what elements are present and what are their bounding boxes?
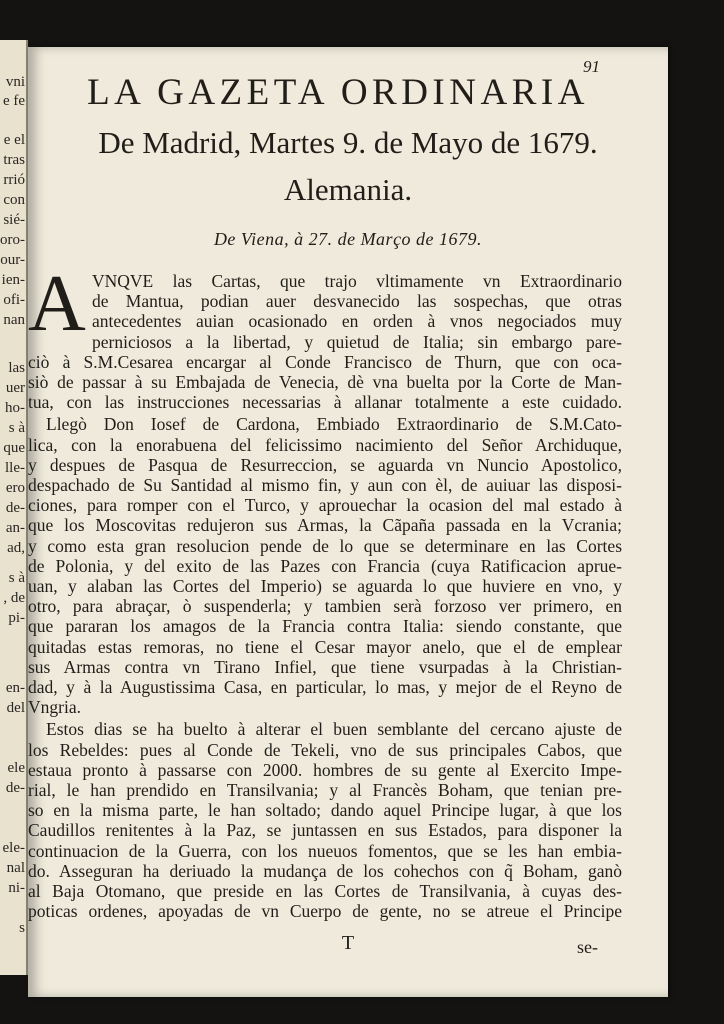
text-line: otro, para abraçar, ò suspenderla; y tambien serà forzoso ver primero, en: [28, 596, 622, 617]
facing-page-fragment: ad,: [7, 540, 25, 556]
text-line: antecedentes auian ocasionado en orden à vnos negociados muy: [92, 311, 622, 332]
text-line: uan, y alaban las Cortes del Imperio) se aguarda lo que huviere en vno, y: [28, 576, 622, 596]
text-line: VNQVE las Cartas, que trajo vltimamente vn Extraordinario: [92, 271, 622, 291]
facing-page-fragment: lle-: [5, 460, 25, 476]
facing-page-fragment: nal: [6, 860, 25, 876]
facing-page-fragment: s à: [8, 420, 25, 436]
facing-page-fragment: del: [6, 700, 25, 716]
text-line: que los Moscovitas redujeron sus Armas, la Cãpaña passada en la Vcrania;: [28, 515, 622, 536]
text-line: Vngria.: [28, 697, 81, 718]
facing-page-fragment: ofi-: [3, 292, 25, 308]
gazette-page: [28, 47, 668, 997]
page-number: 91: [583, 57, 600, 76]
facing-page-fragment: s à: [8, 570, 25, 586]
text-line: lica, con la enorabuena del felicissimo nacimiento del Señor Archiduque,: [28, 434, 622, 455]
facing-page-fragment: our-: [0, 252, 25, 268]
facing-page-fragment: pi-: [8, 610, 25, 626]
facing-page-fragment: uer: [5, 380, 25, 396]
facing-page-fragment: con: [3, 192, 25, 208]
dispatch-origin: De Viena, à 27. de Março de 1679.: [213, 229, 483, 249]
text-line: tua, con las instrucciones necessarias à allanar totalmente a este cuidado.: [28, 392, 622, 413]
text-line: Llegò Don Iosef de Cardona, Embiado Extraordinario de S.M.Cato-: [46, 414, 622, 435]
section-heading: Alemania.: [283, 172, 413, 207]
facing-page-fragment: ero: [5, 480, 25, 496]
facing-page-fragment: s: [19, 920, 25, 936]
text-line: estaua pronto à passarse con 2000. hombres de su gente al Exercito Impe-: [28, 759, 622, 780]
facing-page-fragment: e fe: [2, 93, 25, 109]
text-line: de Polonia, y del exito de las Pazes con Francia (cuya Ratificacion aprue-: [28, 555, 622, 576]
text-line: poticas ordenes, apoyadas de vn Cuerpo de gente, no se atreue el Principe: [28, 901, 622, 922]
text-line: ciones, para romper con el Turco, y aprouechar la ocasion del mal estado à: [28, 495, 622, 516]
facing-page-fragment: tras: [3, 152, 25, 168]
dateline: De Madrid, Martes 9. de Mayo de 1679.: [98, 125, 598, 160]
facing-page-fragment: rrió: [3, 172, 25, 188]
facing-page-fragment: oro-: [0, 232, 25, 248]
text-line: despachado de Su Santidad al mismo fin, y aun con èl, de auiuar las disposi-: [28, 475, 622, 495]
facing-page-fragment: ho-: [5, 400, 25, 416]
facing-page-fragment: ele: [7, 760, 25, 776]
facing-page-fragment: sié-: [3, 212, 25, 228]
facing-page-fragment: ien-: [1, 272, 25, 288]
text-line: Caudillos renitentes à la Paz, se juntassen en sus Estados, para disponer la: [28, 820, 622, 841]
facing-page: [0, 40, 28, 975]
facing-page-fragment: de-: [5, 500, 25, 516]
facing-page-fragment: de-: [5, 780, 25, 796]
facing-page-fragment: an-: [5, 520, 25, 536]
text-line: Estos dias se ha buelto à alterar el buen semblante del cercano ajuste de: [46, 719, 622, 740]
facing-page-fragment: ni-: [8, 880, 25, 896]
text-line: perniciosos a la libertad, y quietud de Italia; sin embargo pare-: [92, 331, 622, 352]
text-line: rial, le han prendido en Transilvania; y al Francès Boham, que tenian pre-: [28, 780, 622, 800]
facing-page-fragment: que: [3, 440, 25, 456]
text-line: so en la misma parte, le han soltado; dando aquel Principe lugar, à que los: [28, 800, 622, 821]
catchword: se-: [577, 937, 598, 957]
signature-mark: T: [341, 932, 355, 954]
facing-page-fragment: las: [8, 360, 25, 376]
text-line: y despues de Pasqua de Resurreccion, se aguarda vn Nuncio Apostolico,: [28, 454, 622, 475]
facing-page-fragment: e el: [3, 132, 25, 148]
facing-page-fragment: ele-: [2, 840, 25, 856]
text-line: continuacion de la Guerra, con los nueuos fomentos, que se les han embia-: [28, 840, 622, 861]
drop-cap: A: [28, 260, 86, 348]
text-line: de Mantua, podian auer desvanecido las sospechas, que otras: [92, 291, 622, 312]
text-line: que pararan los amagos de la Francia contra Italia: siendo constante, que: [28, 616, 622, 637]
text-line: al Baja Otomano, que preside en las Cortes de Transilvania, à cuyas des-: [28, 881, 622, 901]
text-line: siò de passar à su Embajada de Venecia, dè vna buelta por la Corte de Man-: [28, 372, 622, 392]
text-line: los Rebeldes: pues al Conde de Tekeli, vno de sus principales Cabos, que: [28, 739, 622, 760]
facing-page-fragment: nan: [3, 312, 25, 328]
text-line: sus Armas contra vn Tirano Infiel, que tiene vsurpadas à la Christian-: [28, 656, 622, 677]
text-line: y como esta gran resolucion pende de lo que se determinare en las Cortes: [28, 535, 622, 556]
masthead-title: LA GAZETA ORDINARIA: [87, 72, 589, 113]
facing-page-fragment: , de: [3, 590, 25, 606]
text-line: ciò à S.M.Cesarea encargar al Conde Francisco de Thurn, que con oca-: [28, 351, 622, 372]
facing-page-fragment: vni: [5, 74, 25, 90]
text-line: quitadas estas remoras, no tiene el Cesar mayor anelo, que el de emplear: [28, 636, 622, 657]
text-line: dad, y à la Augustissima Casa, en particular, lo mas, y mejor de el Reyno de: [28, 677, 622, 697]
facing-page-fragment: en-: [5, 680, 25, 696]
text-line: do. Asseguran ha deriuado la mudança de los cohechos con q̃ Boham, ganò: [28, 860, 622, 881]
